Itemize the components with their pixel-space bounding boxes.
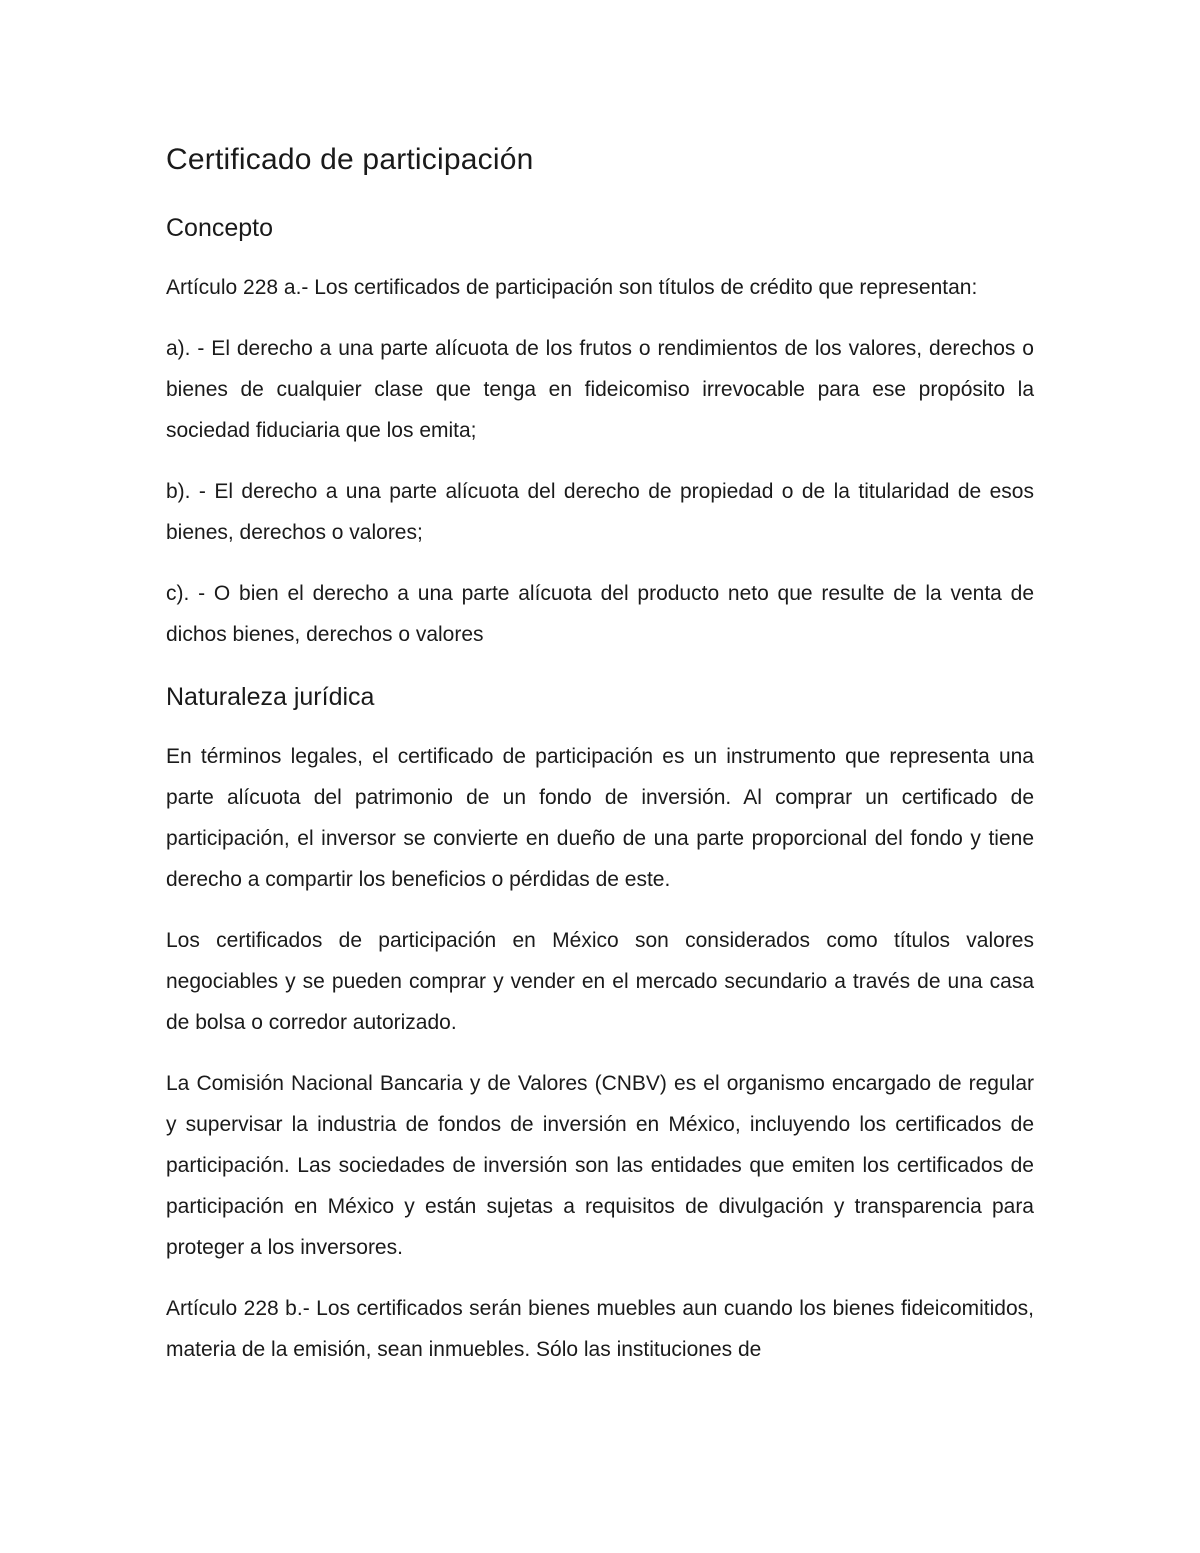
- paragraph-titulos-negociables: Los certificados de participación en México son considerados como títulos valores negociables y se pueden comprar y vender en el mercado secundario a través de una casa de bolsa o corredor autorizado.: [166, 929, 1034, 1034]
- paragraph-cnbv: La Comisión Nacional Bancaria y de Valores (CNBV) es el organismo encargado de regular y supervisar la industria de fondos de inversión en México, incluyendo los certificados de participación. Las sociedades de inversión son las entidades que emiten los certificados de participación en México y están sujetas a requisitos de divulgación y transparencia para proteger a los inversores.: [166, 1072, 1034, 1259]
- section-heading-naturaleza-juridica: Naturaleza jurídica: [166, 683, 375, 711]
- paragraph-articulo-228-a: Artículo 228 a.- Los certificados de participación son títulos de crédito que representan:: [166, 276, 978, 299]
- paragraph-inciso-c: c). - O bien el derecho a una parte alícuota del producto neto que resulte de la venta de dichos bienes, derechos o valores: [166, 582, 1034, 646]
- document-body: [166, 138, 1034, 1370]
- section-heading-concepto: Concepto: [166, 214, 274, 242]
- paragraph-terminos-legales: En términos legales, el certificado de participación es un instrumento que representa una parte alícuota del patrimonio de un fondo de inversión. Al comprar un certificado de participación, el inversor se convierte en dueño de una parte proporcional del fondo y tiene derecho a compartir los beneficios o pérdidas de este.: [166, 745, 1034, 891]
- paragraph-articulo-228-b: Artículo 228 b.- Los certificados serán bienes muebles aun cuando los bienes fideicomitidos, materia de la emisión, sean inmuebles. Sólo las instituciones de: [166, 1297, 1034, 1361]
- paragraph-inciso-b: b). - El derecho a una parte alícuota del derecho de propiedad o de la titularidad de esos bienes, derechos o valores;: [166, 480, 1034, 544]
- paragraph-inciso-a: a). - El derecho a una parte alícuota de los frutos o rendimientos de los valores, derechos o bienes de cualquier clase que tenga en fideicomiso irrevocable para ese propósito la sociedad fiduciaria que los emita;: [166, 337, 1034, 442]
- document-title: Certificado de participación: [166, 143, 534, 176]
